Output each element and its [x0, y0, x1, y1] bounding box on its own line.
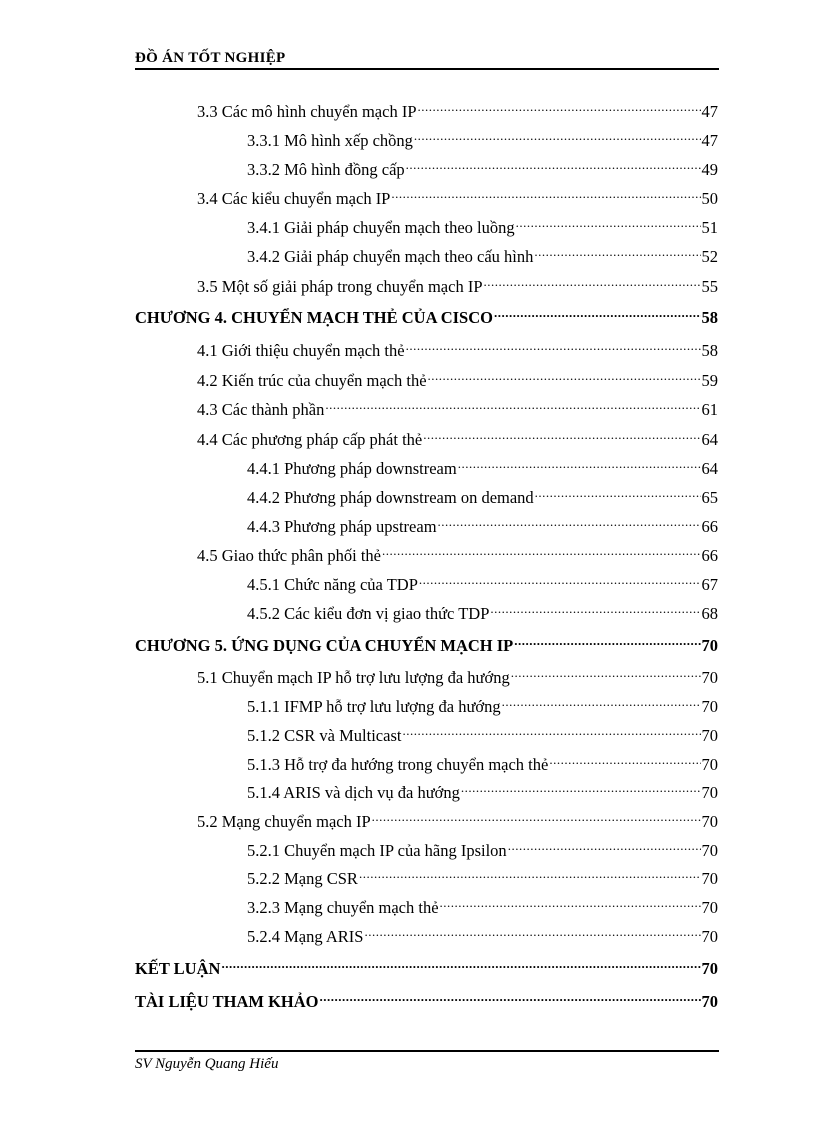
dot-leader: [511, 661, 701, 683]
toc-entry[interactable]: [247, 597, 718, 623]
toc-entry-title: 3.3 Các mô hình chuyển mạch IP: [197, 102, 417, 121]
toc-entry-title: 5.2.4 Mạng ARIS: [247, 927, 364, 946]
toc-entry-title: 4.3 Các thành phần: [197, 400, 325, 419]
toc-entry-title: TÀI LIỆU THAM KHẢO: [135, 992, 319, 1011]
toc-entry-title: 5.1 Chuyển mạch IP hỗ trợ lưu lượng đa hướng: [197, 668, 510, 687]
dot-leader: [502, 690, 701, 712]
toc-entry-page: 70: [701, 959, 718, 978]
toc-entry-title: 4.5.2 Các kiểu đơn vị giao thức TDP: [247, 604, 490, 623]
dot-leader: [484, 270, 701, 292]
dot-leader: [418, 95, 701, 117]
toc-entry[interactable]: [135, 629, 718, 655]
toc-entry-page: 70: [701, 783, 718, 802]
dot-leader: [221, 952, 700, 974]
toc-entry-title: KẾT LUẬN: [135, 959, 221, 978]
toc-entry-title: CHƯƠNG 5. ỨNG DỤNG CỦA CHUYỂN MẠCH IP: [135, 636, 514, 655]
toc-entry-page: 67: [701, 575, 718, 594]
toc-entry-page: 55: [701, 277, 718, 296]
toc-entry[interactable]: [135, 301, 718, 327]
dot-leader: [535, 481, 701, 503]
toc-entry-title: 4.4.3 Phương pháp upstream: [247, 517, 437, 536]
dot-leader: [458, 452, 701, 474]
toc-entry-title: 5.2.1 Chuyển mạch IP của hãng Ipsilon: [247, 841, 507, 860]
toc-entry-title: CHƯƠNG 4. CHUYỂN MẠCH THẺ CỦA CISCO: [135, 308, 493, 327]
dot-leader: [382, 539, 701, 561]
toc-entry-title: 4.1 Giới thiệu chuyển mạch thẻ: [197, 341, 405, 360]
toc-entry-title: 4.5 Giao thức phân phối thẻ: [197, 546, 381, 565]
document-title: ĐỒ ÁN TỐT NGHIỆP: [135, 50, 286, 66]
toc-entry-page: 70: [701, 726, 718, 745]
dot-leader: [534, 240, 700, 262]
toc-entry[interactable]: [247, 124, 718, 150]
toc-entry[interactable]: [247, 240, 718, 266]
toc-entry-page: 51: [701, 218, 718, 237]
toc-entry-title: 5.1.3 Hỗ trợ đa hướng trong chuyển mạch thẻ: [247, 755, 549, 774]
dot-leader: [402, 719, 700, 741]
dot-leader: [423, 423, 700, 445]
toc-entry-title: 5.1.1 IFMP hỗ trợ lưu lượng đa hướng: [247, 697, 501, 716]
toc-entry-page: 58: [701, 308, 718, 327]
toc-entry-page: 64: [701, 430, 718, 449]
dot-leader: [440, 891, 701, 913]
dot-leader: [359, 862, 701, 884]
toc-entry[interactable]: [197, 423, 718, 449]
toc-entry-page: 65: [701, 488, 718, 507]
toc-entry-title: 4.5.1 Chức năng của TDP: [247, 575, 418, 594]
toc-entry[interactable]: [197, 364, 718, 390]
toc-entry[interactable]: [247, 481, 718, 507]
toc-entry[interactable]: [197, 393, 718, 419]
toc-entry-title: 3.5 Một số giải pháp trong chuyển mạch IP: [197, 277, 483, 296]
toc-entry[interactable]: [247, 862, 718, 888]
toc-entry-title: 5.2 Mạng chuyển mạch IP: [197, 812, 371, 831]
dot-leader: [461, 776, 701, 798]
toc-entry-page: 70: [701, 697, 718, 716]
toc-entry[interactable]: [197, 95, 718, 121]
toc-entry-page: 68: [701, 604, 718, 623]
toc-entry[interactable]: [197, 270, 718, 296]
author-name: SV Nguyễn Quang Hiếu: [135, 1056, 279, 1072]
toc-entry[interactable]: [247, 452, 718, 478]
toc-entry[interactable]: [197, 539, 718, 565]
toc-entry-title: 3.3.2 Mô hình đồng cấp: [247, 160, 405, 179]
dot-leader: [325, 393, 700, 415]
toc-entry-page: 70: [701, 668, 718, 687]
toc-entry-page: 70: [701, 927, 718, 946]
toc-entry[interactable]: [197, 805, 718, 831]
toc-entry-page: 70: [701, 898, 718, 917]
toc-entry[interactable]: [247, 510, 718, 536]
toc-entry[interactable]: [247, 748, 718, 774]
dot-leader: [549, 748, 700, 770]
toc-entry[interactable]: [247, 891, 718, 917]
toc-entry-page: 58: [701, 341, 718, 360]
toc-entry[interactable]: [247, 719, 718, 745]
dot-leader: [428, 364, 701, 386]
toc-entry[interactable]: [197, 182, 718, 208]
toc-entry-page: 70: [701, 869, 718, 888]
dot-leader: [406, 153, 701, 175]
toc-entry[interactable]: [247, 690, 718, 716]
dot-leader: [514, 629, 700, 651]
toc-entry[interactable]: [247, 153, 718, 179]
toc-entry-title: 4.4.2 Phương pháp downstream on demand: [247, 488, 534, 507]
toc-entry[interactable]: [247, 211, 718, 237]
toc-entry-page: 50: [701, 189, 718, 208]
toc-entry-title: 3.4 Các kiểu chuyển mạch IP: [197, 189, 391, 208]
toc-entry-title: 4.4.1 Phương pháp downstream: [247, 459, 457, 478]
toc-entry-page: 59: [701, 371, 718, 390]
toc-entry-page: 70: [701, 841, 718, 860]
dot-leader: [419, 568, 701, 590]
dot-leader: [414, 124, 701, 146]
toc-entry-page: 66: [701, 517, 718, 536]
toc-entry-title: 4.4 Các phương pháp cấp phát thẻ: [197, 430, 423, 449]
toc-entry-page: 64: [701, 459, 718, 478]
dot-leader: [364, 920, 700, 942]
dot-leader: [406, 334, 701, 356]
toc-entry-page: 70: [701, 812, 718, 831]
toc-entry[interactable]: [247, 834, 718, 860]
toc-entry-page: 47: [701, 131, 718, 150]
toc-entry-title: 3.3.1 Mô hình xếp chồng: [247, 131, 413, 150]
toc-entry-page: 61: [701, 400, 718, 419]
dot-leader: [508, 834, 701, 856]
dot-leader: [494, 301, 701, 323]
dot-leader: [320, 985, 701, 1007]
toc-entry-page: 66: [701, 546, 718, 565]
toc-entry-title: 3.4.1 Giải pháp chuyển mạch theo luồng: [247, 218, 515, 237]
toc-entry-page: 47: [701, 102, 718, 121]
toc-entry[interactable]: [247, 920, 718, 946]
dot-leader: [391, 182, 700, 204]
dot-leader: [516, 211, 701, 233]
toc-entry-title: 5.1.2 CSR và Multicast: [247, 726, 402, 745]
toc-entry-title: 3.2.3 Mạng chuyển mạch thẻ: [247, 898, 439, 917]
toc-entry-page: 52: [701, 247, 718, 266]
toc-entry-page: 70: [701, 992, 718, 1011]
toc-entry[interactable]: [197, 661, 718, 687]
toc-entry-page: 70: [701, 755, 718, 774]
toc-entry-title: 5.1.4 ARIS và dịch vụ đa hướng: [247, 783, 460, 802]
toc-entry[interactable]: [135, 985, 718, 1011]
toc-entry-page: 49: [701, 160, 718, 179]
toc-entry-title: 3.4.2 Giải pháp chuyển mạch theo cấu hình: [247, 247, 534, 266]
toc-entry-page: 70: [701, 636, 718, 655]
toc-entry-title: 5.2.2 Mạng CSR: [247, 869, 358, 888]
dot-leader: [372, 805, 701, 827]
dot-leader: [490, 597, 700, 619]
toc-entry[interactable]: [135, 952, 718, 978]
footer-divider: [135, 1050, 719, 1052]
toc-entry[interactable]: [247, 776, 718, 802]
toc-entry[interactable]: [197, 334, 718, 360]
toc-entry[interactable]: [247, 568, 718, 594]
dot-leader: [438, 510, 701, 532]
toc-entry-title: 4.2 Kiến trúc của chuyển mạch thẻ: [197, 371, 427, 390]
